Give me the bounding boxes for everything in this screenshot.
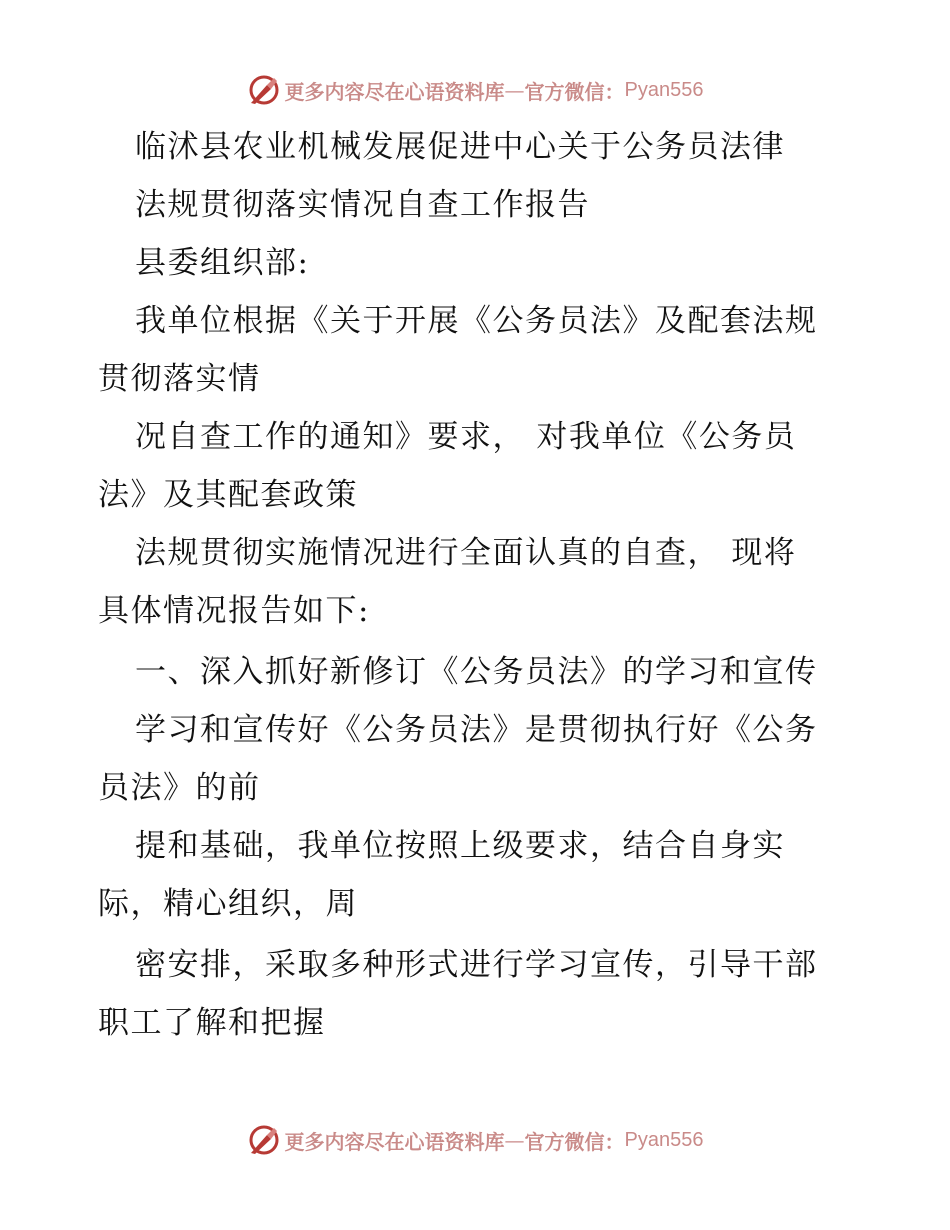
paragraph-line: 况自查工作的通知》要求， 对我单位《公务员	[135, 419, 797, 455]
watermark-header	[0, 70, 950, 110]
watermark-wechat-id: Pyan556	[624, 78, 704, 101]
watermark-dash: —	[504, 78, 525, 102]
paragraph-line: 我单位根据《关于开展《公务员法》及配套法规	[135, 303, 818, 339]
paragraph-line: 密安排，采取多种形式进行学习宣传，引导干部	[135, 947, 818, 983]
watermark-footer	[0, 1120, 950, 1160]
paragraph-line: 贯彻落实情	[98, 361, 261, 397]
paragraph-line: 际，精心组织，周	[98, 886, 358, 922]
paragraph-line: 学习和宣传好《公务员法》是贯彻执行好《公务	[135, 712, 818, 748]
paragraph-line: 提和基础，我单位按照上级要求，结合自身实	[135, 828, 785, 864]
watermark-wechat-label: 官方微信：	[524, 1129, 625, 1154]
watermark-wechat-id: Pyan556	[624, 1128, 704, 1151]
paragraph-line: 具体情况报告如下:	[98, 593, 370, 629]
pen-logo-icon	[247, 1123, 281, 1157]
watermark-wechat-label: 官方微信：	[524, 79, 625, 104]
title-line-2: 法规贯彻落实情况自查工作报告	[135, 187, 590, 223]
watermark-main-text: 更多内容尽在心语资料库	[284, 1129, 505, 1154]
pen-logo-icon	[247, 73, 281, 107]
paragraph-line: 职工了解和把握	[98, 1005, 326, 1041]
watermark-main-text: 更多内容尽在心语资料库	[284, 79, 505, 104]
paragraph-line: 员法》的前	[98, 770, 261, 806]
watermark-dash: —	[504, 1128, 525, 1152]
paragraph-line: 法规贯彻实施情况进行全面认真的自查， 现将	[135, 535, 797, 571]
paragraph-line: 法》及其配套政策	[98, 477, 358, 513]
section-heading: 一、深入抓好新修订《公务员法》的学习和宣传	[135, 654, 818, 690]
title-line-1: 临沭县农业机械发展促进中心关于公务员法律	[135, 129, 785, 165]
addressee: 县委组织部:	[135, 245, 310, 281]
